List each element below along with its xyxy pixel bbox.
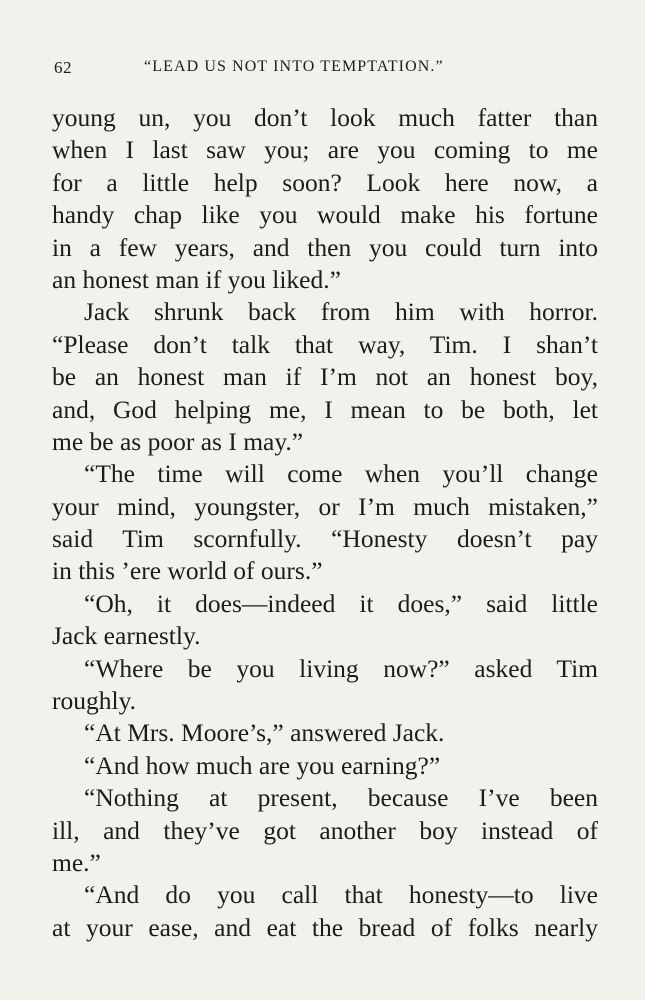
text-line: an honest man if you liked.”	[52, 264, 341, 294]
text-line: “And do you call that honesty—to live	[84, 880, 598, 910]
text-line: handy chap like you would make his fortune	[52, 200, 598, 230]
text-line: “Where be you living now?” asked Tim	[84, 653, 598, 683]
running-head	[52, 58, 598, 84]
text-line: when I last saw you; are you coming to me	[52, 135, 598, 165]
text-line: “Please don’t talk that way, Tim. I shan’t	[52, 329, 598, 359]
text-line: for a little help soon? Look here now, a	[52, 167, 598, 197]
text-line: in a few years, and then you could turn into	[52, 232, 598, 262]
text-line: me be as poor as I may.”	[52, 426, 304, 456]
page-number: 62	[54, 58, 72, 77]
text-line: Jack shrunk back from him with horror.	[84, 297, 598, 327]
text-line: roughly.	[52, 686, 137, 716]
text-line: me.”	[52, 847, 101, 877]
text-line: “Oh, it does—indeed it does,” said little	[84, 588, 598, 618]
text-line: ill, and they’ve got another boy instead of	[52, 815, 598, 845]
text-line: “And how much are you earning?”	[84, 750, 441, 780]
text-line: be an honest man if I’m not an honest boy,	[52, 362, 598, 392]
text-line: said Tim scornfully. “Honesty doesn’t pay	[52, 524, 598, 554]
text-line: “At Mrs. Moore’s,” answered Jack.	[84, 718, 445, 748]
text-line: at your ease, and eat the bread of folks nearly	[52, 912, 598, 942]
text-line: in this ’ere world of ours.”	[52, 556, 323, 586]
running-title: “LEAD US NOT INTO TEMPTATION.”	[144, 58, 444, 75]
text-line: “The time will come when you’ll change	[84, 459, 598, 489]
text-line: young un, you don’t look much fatter than	[52, 103, 598, 132]
text-line: your mind, youngster, or I’m much mistaken,”	[52, 491, 598, 521]
text-line: Jack earnestly.	[52, 621, 201, 651]
text-line: “Nothing at present, because I’ve been	[84, 783, 598, 813]
body-text	[52, 102, 598, 944]
text-line: and, God helping me, I mean to be both, let	[52, 394, 598, 424]
